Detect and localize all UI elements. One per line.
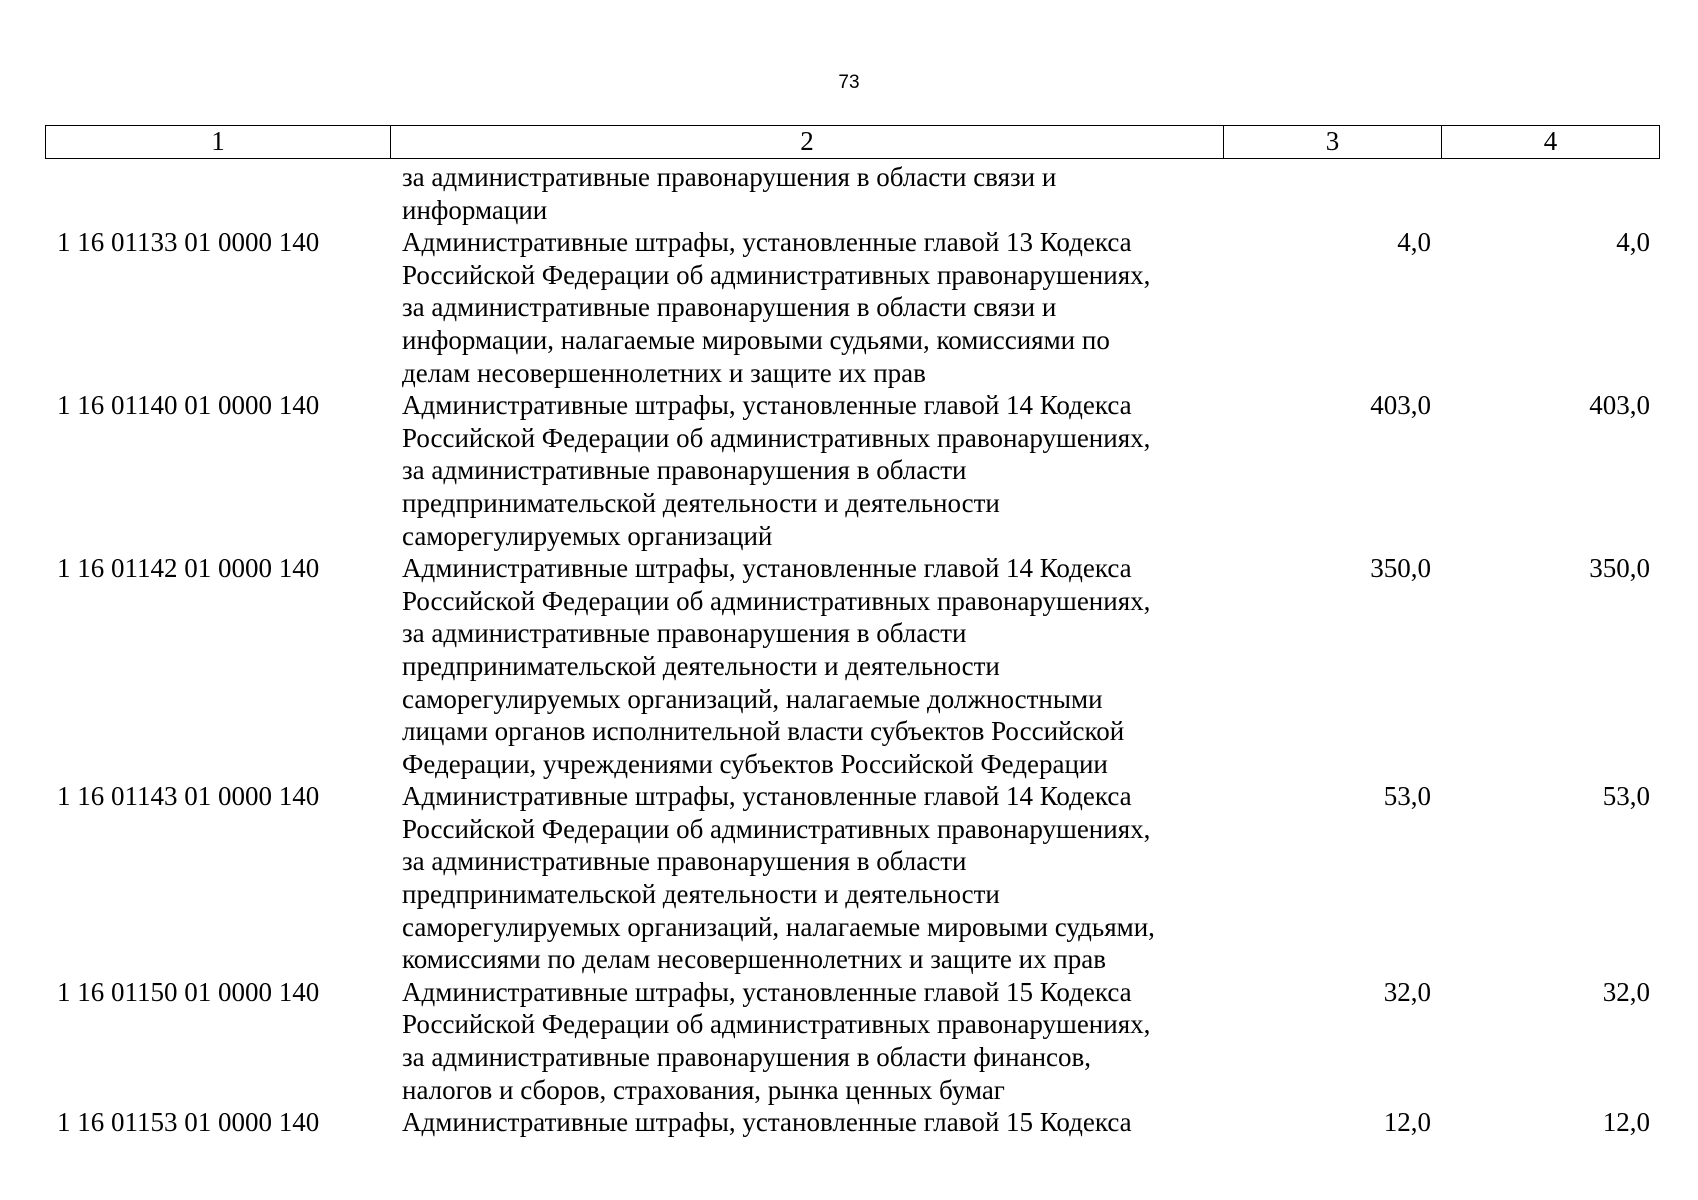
description-cell: [390, 976, 1223, 1106]
table-row: [45, 976, 1660, 1106]
code-cell: [45, 161, 390, 226]
description-line: предпринимательской деятельности и деятельности: [402, 879, 1000, 910]
amount-col-3-cell: 12,0: [1383, 1107, 1431, 1138]
description-line: Административные штрафы, установленные главой 13 Кодекса: [402, 227, 1132, 258]
description-line: Административные штрафы, установленные главой 15 Кодекса: [402, 976, 1132, 1007]
code-cell: 1 16 01143 01 0000 140: [57, 781, 320, 812]
amount-col-3-cell: 53,0: [1383, 781, 1431, 812]
code-cell: 1 16 01150 01 0000 140: [57, 976, 320, 1007]
amount-col-3-cell: 32,0: [1383, 976, 1431, 1007]
code-cell: 1 16 01153 01 0000 140: [57, 1107, 320, 1138]
amount-col-3-cell: 4,0: [1397, 227, 1431, 258]
description-line: предпринимательской деятельности и деятельности: [402, 650, 1000, 681]
code-cell: 1 16 01133 01 0000 140: [57, 227, 320, 258]
description-line: Административные штрафы, установленные главой 14 Кодекса: [402, 390, 1132, 421]
description-line: саморегулируемых организаций, налагаемые должностными: [402, 683, 1103, 714]
description-line: Административные штрафы, установленные главой 14 Кодекса: [402, 781, 1132, 812]
description-line: за административные правонарушения в области связи и: [402, 292, 1057, 323]
description-line: за административные правонарушения в области: [402, 846, 967, 877]
description-line: Российской Федерации об административных правонарушениях,: [402, 1009, 1151, 1040]
description-line: налогов и сборов, страхования, рынка ценных бумаг: [402, 1074, 1005, 1105]
description-line: лицами органов исполнительной власти субъектов Российской: [402, 716, 1125, 747]
table-row: [45, 780, 1660, 976]
description-line: Российской Федерации об административных правонарушениях,: [402, 585, 1151, 616]
description-line: Российской Федерации об административных правонарушениях,: [402, 813, 1151, 844]
amount-col-3-cell: 403,0: [1370, 390, 1431, 421]
description-cell: [390, 1106, 1223, 1139]
description-cell: [390, 226, 1223, 389]
table-row: [45, 161, 1660, 226]
description-line: информации, налагаемые мировыми судьями, комиссиями по: [402, 324, 1110, 355]
description-line: саморегулируемых организаций, налагаемые мировыми судьями,: [402, 911, 1155, 942]
table-header: [45, 125, 1660, 159]
amount-col-4-cell: 53,0: [1602, 781, 1650, 812]
description-cell: [390, 780, 1223, 976]
description-line: делам несовершеннолетних и защите их прав: [402, 357, 926, 388]
description-line: за административные правонарушения в области связи и: [402, 162, 1057, 192]
amount-col-3-cell: 350,0: [1370, 553, 1431, 584]
table-row: [45, 226, 1660, 389]
description-line: Административные штрафы, установленные главой 15 Кодекса: [402, 1107, 1132, 1138]
code-cell: 1 16 01140 01 0000 140: [57, 390, 320, 421]
description-line: за административные правонарушения в области финансов,: [402, 1042, 1092, 1073]
description-line: предпринимательской деятельности и деятельности: [402, 487, 1000, 518]
header-col-3: 3: [1224, 126, 1442, 158]
description-line: за административные правонарушения в области: [402, 455, 967, 486]
table-row: [45, 552, 1660, 780]
amount-col-3-cell: [1223, 161, 1441, 226]
table-row: [45, 1106, 1660, 1139]
description-line: комиссиями по делам несовершеннолетних и защите их прав: [402, 944, 1106, 975]
header-col-4: 4: [1543, 126, 1558, 156]
description-cell: [390, 552, 1223, 780]
description-cell: [390, 161, 1223, 226]
description-line: Российской Федерации об административных правонарушениях,: [402, 259, 1151, 290]
description-line: саморегулируемых организаций: [402, 520, 773, 551]
amount-col-4-cell: 12,0: [1602, 1107, 1650, 1138]
description-line: Федерации, учреждениями субъектов Российской Федерации: [402, 748, 1108, 779]
description-line: Российской Федерации об административных правонарушениях,: [402, 422, 1151, 453]
description-line: Административные штрафы, установленные главой 14 Кодекса: [402, 553, 1132, 584]
page-number: 73: [838, 72, 860, 93]
header-col-1: 1: [46, 126, 391, 158]
amount-col-4-cell: 32,0: [1602, 976, 1650, 1007]
table-body: [45, 161, 1660, 1139]
amount-col-4-cell: 403,0: [1589, 390, 1650, 421]
table-row: [45, 389, 1660, 552]
description-line: за административные правонарушения в области: [402, 618, 967, 649]
description-line: информации: [402, 194, 548, 225]
description-cell: [390, 389, 1223, 552]
amount-col-4-cell: 350,0: [1589, 553, 1650, 584]
header-col-2: 2: [391, 126, 1224, 158]
amount-col-4-cell: 4,0: [1616, 227, 1650, 258]
code-cell: 1 16 01142 01 0000 140: [57, 553, 320, 584]
amount-col-4-cell: [1441, 161, 1660, 226]
